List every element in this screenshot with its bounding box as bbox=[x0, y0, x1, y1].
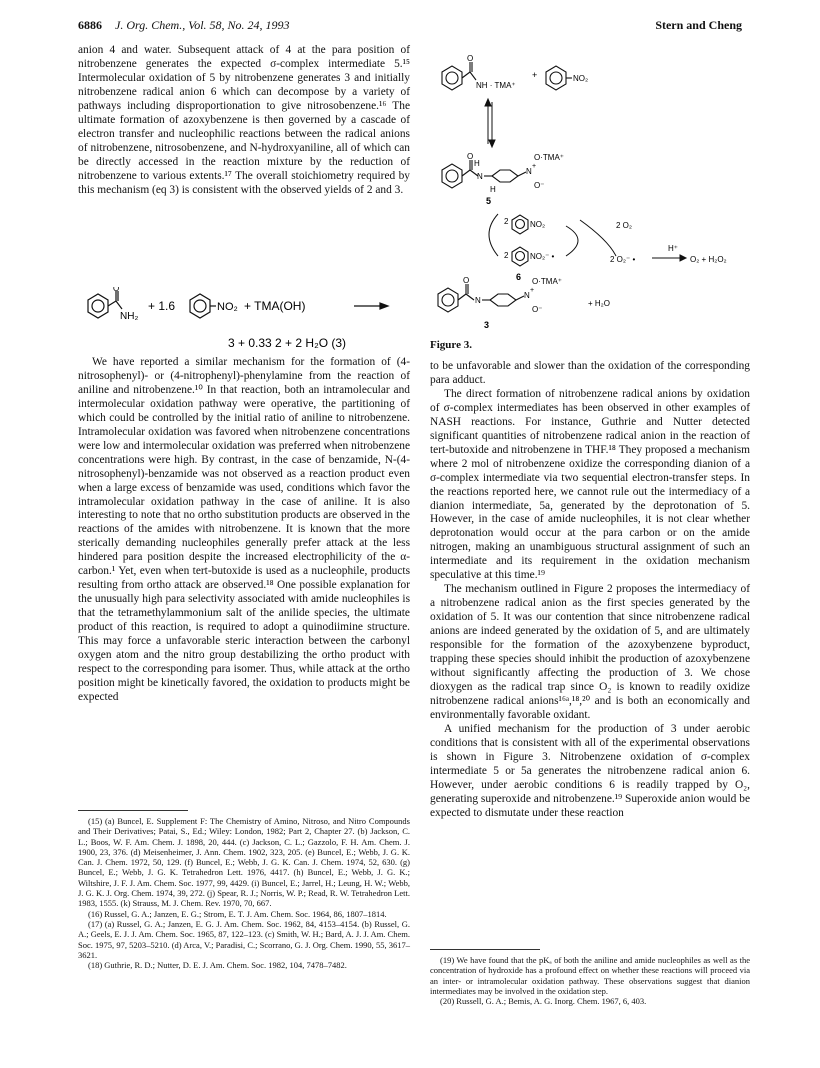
eq-coefficient: + 1.6 bbox=[148, 299, 176, 313]
fig-n-4: N bbox=[524, 291, 530, 300]
fig-two-1: 2 bbox=[504, 217, 509, 226]
fig-compound-5-label: 5 bbox=[486, 196, 492, 206]
footnote-15: (15) (a) Buncel, E. Supplement F: The Chemistry of Amino, Nitroso, and Nitro Compounds and Their Derivatives; Patai, S., Ed.; Wiley: London, 1982; Part 2, Chapter 27. (b) Jackson, C. L.; Boos, W. F. Am. Chem. J. 1898, 20, 444. (c) Jackson, C. L.; Gazzolo, F. H. Am. Chem. J. 1900, 23, 376. (d) Meisenheimer, J. Ann. Chem. 1902, 323, 205. (e) Buncel, E.; Webb, J. G. K. Can. J. Chem. 1972, 50, 129. (f) Buncel, E.; Webb, J. G. K. Can. J. Chem. 1974, 52, 630. (g) Buncel, E.; Webb, J. G. K. Tetrahedron Lett. 1976, 4417. (h) Buncel, E.; Webb, J. G. K.; Wiltshire, J. F. J. Am. Chem. Soc. 1977, 99, 4429. (i) Buncel, E.; Jarrel, H.; Leung, H. W.; Webb, J. G. K. J. Org. Chem. 1974, 39, 272. (j) Spear, R. J.; Norris, W. P.; Read, R. W. Tetrahedron Lett. 1983, 1555. (k) Strauss, M. J. Chem. Rev. 1970, 70, 667. bbox=[78, 816, 410, 909]
fig-o-minus-2: O⁻ bbox=[532, 305, 543, 314]
footnote-16: (16) Russel, G. A.; Janzen, E. G.; Strom, E. T. J. Am. Chem. Soc. 1964, 86, 1807–1814. bbox=[88, 908, 387, 919]
fig-two-o2: 2 O₂ bbox=[616, 221, 632, 230]
equilibrium-arrows-icon bbox=[485, 99, 495, 147]
fig-two-2: 2 bbox=[504, 251, 509, 260]
right-paragraph-4: A unified mechanism for the production of 3 under aerobic conditions that is consistent with all of the experimental observations is shown in Figure 3. Nitrobenzene oxidation of σ-complex intermediate 5 or 5a generates the nitrobenzene radical anion 6. However, under aerobic conditions 6 is readily trapped by O₂, generating superoxide and nitrobenzene.¹⁹ Superoxide anion would be expected to dismutate under these reaction bbox=[430, 722, 750, 819]
right-paragraph-1: to be unfavorable and slower than the oxidation of the corresponding para adduct. bbox=[430, 360, 750, 386]
footnotes-right bbox=[430, 955, 750, 1006]
equation-3 bbox=[78, 287, 410, 355]
benzamide-ring-icon bbox=[88, 291, 122, 318]
eq-products: 3 + 0.33 2 + 2 H₂O (3) bbox=[228, 336, 347, 350]
fig-plus-1: + bbox=[532, 70, 538, 80]
page-number: 6886 bbox=[78, 18, 102, 32]
eq-carbonyl-o: O bbox=[113, 287, 120, 293]
fig-n-plus-1: + bbox=[532, 163, 537, 170]
reaction-arrow-icon bbox=[354, 303, 388, 309]
fig-o-2: O bbox=[467, 152, 474, 161]
left-column-continued bbox=[78, 356, 410, 705]
footnote-20: (20) Russell, G. A.; Bemis, A. G. Inorg. Chem. 1967, 6, 403. bbox=[440, 996, 647, 1007]
fig-o-tma-2: O·TMA⁺ bbox=[532, 277, 562, 286]
fig-h-1: H bbox=[474, 159, 480, 168]
fig-compound-3-label: 3 bbox=[484, 320, 490, 330]
fig-n-1: N bbox=[477, 172, 483, 181]
eq-nh2-label: NH₂ bbox=[120, 311, 139, 322]
radical-anion-ring-icon bbox=[512, 247, 528, 266]
right-paragraph-3: The mechanism outlined in Figure 2 proposes the intermediacy of a nitrobenzene radical anion as the first species generated by the oxidation of 5. It was our contention that since nitrobenzene radical anions are indeed generated by the oxidation of 5, and are ultimately responsible for the formation of the azoxybenzene byproduct, trapping these species should inhibit the production of azoxybenzene without significantly affecting the production of 3. We chose dioxygen as the radical trap since O₂ is known to readily oxidize nitrobenzene radical anions¹⁶ᵃ,¹⁸,²⁰ and is both an economically and environmentally favorable oxidant. bbox=[430, 583, 750, 721]
fig-plus-h2o: + H₂O bbox=[588, 299, 610, 308]
journal-citation: J. Org. Chem., Vol. 58, No. 24, 1993 bbox=[115, 18, 290, 32]
curved-arrow-right-icon bbox=[580, 220, 616, 256]
fig-n-plus-2: + bbox=[530, 287, 535, 294]
amide-anion-structure bbox=[442, 62, 476, 90]
equation-structures bbox=[78, 287, 410, 355]
eq-tma-oh: + TMA(OH) bbox=[244, 299, 306, 313]
azo-product-3-structure bbox=[438, 284, 524, 312]
figure-3 bbox=[430, 44, 750, 344]
left-paragraph-2: We have reported a similar mechanism for the formation of (4-nitrosophenyl)- or (4-nitrophenyl)-phenylamine from the reaction of aniline and nitrobenzene.¹⁰ In that reaction, both an intramolecular and intermolecular oxidation pathway were operative, the partitioning of which could be controlled by the initial ratio of aniline to nitrobenzene. Intramolecular oxidation was favored when nitrobenzene concentrations were low and intermolecular oxidation was preferred when nitrobenzene concentrations were high. By contrast, in the case of benzamide, N-(4-nitrosophenyl)-benzamide was not observed as a reaction product even when a large excess of benzamide was used, conditions which favor the intramolecular oxidation pathway in the case of aniline. It is also interesting to note that no ortho substitution products are observed in the reactions of the amides with nitrobenzene. It is known that the more sterically demanding nucleophiles generally prefer attack at the less hindered para position despite the increased electrophilicity of the α-carbon.¹ Yet, even when tert-butoxide is used as a nucleophile, products resulting from ortho attack are observed.¹⁸ One possible explanation for the unusually high para selectivity associated with amide nucleophiles is that the tetramethylammonium salt of the anilide species, the ultimate product of this reaction, is required to adopt a quinodiimine structure. This may force a unfavorable steric interaction between the carbonyl oxygen atom and the nitro group destabilizing the ortho product with respect to the corresponding para isomer. Thus, while attack at the ortho position might be kinetically favored, the oxidation to products might be expected bbox=[78, 356, 410, 703]
fig-nh-tma: NH · TMA⁺ bbox=[476, 81, 516, 90]
fig-n-2: N bbox=[526, 167, 532, 176]
fig-o2-h2o2: O₂ + H₂O₂ bbox=[690, 255, 727, 264]
footnote-18: (18) Guthrie, R. D.; Nutter, D. E. J. Am. Chem. Soc. 1982, 104, 7478–7482. bbox=[88, 960, 347, 971]
curved-arrow-left-icon bbox=[489, 214, 498, 256]
fig-compound-6-label: 6 bbox=[516, 272, 522, 282]
dismutation-arrow-icon bbox=[652, 255, 686, 261]
left-paragraph-1: anion 4 and water. Subsequent attack of 4 at the para position of nitrobenzene generates the expected σ-complex intermediate 5.¹⁵ Intermolecular oxidation of 5 by nitrobenzene generates 3 and initially nitrobenzene radical anion 6 which can decompose by a variety of pathways including disproportionation to give nitrosobenzene.¹⁶ The ultimate formation of azoxybenzene is then governed by a cascade of electron transfer and nucleophilic reactions between the radical anions of nitrobenzene, nitrosobenzene, and N-hydroxyaniline, all of which can be directly accessed in the reaction mixture by the reduction of nitrobenzene to various extents.¹⁷ The overall stoichiometry required by this mechanism (eq 3) is consistent with the observed yields of 2 and 3. bbox=[78, 44, 410, 196]
header-left bbox=[78, 18, 290, 33]
footnote-rule-left bbox=[78, 810, 188, 811]
fig-o-tma-1: O·TMA⁺ bbox=[534, 153, 564, 162]
fig-two-o2-radical: 2 O₂⁻ • bbox=[610, 255, 636, 264]
curved-arrow-mid-icon bbox=[566, 226, 578, 256]
fig-no2-2: NO₂ bbox=[530, 220, 546, 229]
eq-no2-label: NO₂ bbox=[217, 301, 238, 313]
footnote-rule-right bbox=[430, 949, 540, 950]
left-column bbox=[78, 44, 410, 197]
nitrobenzene-ring-2-icon bbox=[512, 215, 528, 234]
footnote-19: (19) We have found that the pKₐ of both the aniline and amide nucleophiles as well as the concentration of hydroxide has a profound effect on whether these reactions will proceed via an inter- or intramolecular oxidation pathway. These observations suggest that dianion intermediates may be involved in the oxidation step. bbox=[430, 955, 750, 996]
right-column bbox=[430, 360, 750, 820]
nitrobenzene-structure bbox=[546, 66, 572, 90]
figure-caption: Figure 3. bbox=[430, 339, 472, 351]
footnotes-left bbox=[78, 816, 410, 970]
sigma-complex-5-structure bbox=[442, 160, 526, 188]
fig-n-3: N bbox=[475, 296, 481, 305]
footnote-17: (17) (a) Russel, G. A.; Janzen, E. G. J. Am. Chem. Soc. 1962, 84, 4153–4154. (b) Russel, G. A.; Geels, E. J. J. Am. Chem. Soc. 1965, 87, 122–123. (c) Smith, W. H.; Bard, A. J. J. Am. Chem. Soc. 1975, 97, 5203–5210. (d) Arca, V.; Paradisi, C.; Scorrano, G. J. Org. Chem. 1990, 55, 3617–3621. bbox=[78, 918, 410, 960]
nitrobenzene-ring-icon bbox=[190, 294, 216, 318]
header-authors: Stern and Cheng bbox=[655, 18, 742, 32]
fig-h-2: H bbox=[490, 185, 496, 194]
fig-o-1: O bbox=[467, 54, 474, 63]
running-header bbox=[78, 18, 742, 34]
fig-no2-1: NO₂ bbox=[573, 74, 589, 83]
fig-o-3: O bbox=[463, 276, 470, 285]
fig-h-plus: H⁺ bbox=[668, 244, 678, 253]
figure-3-scheme bbox=[430, 44, 750, 344]
right-paragraph-2: The direct formation of nitrobenzene radical anions by oxidation of σ-complex intermediates has been observed in other examples of NASH reactions. For instance, Guthrie and Nutter detected significant quantities of nitrobenzene radical anion in the reaction of tert-butoxide and nitrobenzene in THF.¹⁸ They proposed a mechanism where 2 mol of nitrobenzene oxidize the corresponding dianion of a σ-complex intermediate via two sequential electron-transfer steps. In the reactions reported here, we cannot rule out the intermediacy of a dianion intermediate, 5a, generated by the deprotonation of 5. However, in the case of amide nucleophiles, it is not clear whether deprotonation would occur at the para carbon or on the amide nitrogen, making an unambiguous structural assignment of such an intermediate and its requirement in the oxidation mechanism speculative at this time.¹⁹ bbox=[430, 387, 750, 582]
fig-no2-radical: NO₂⁻ • bbox=[530, 252, 555, 261]
fig-o-minus-1: O⁻ bbox=[534, 181, 545, 190]
